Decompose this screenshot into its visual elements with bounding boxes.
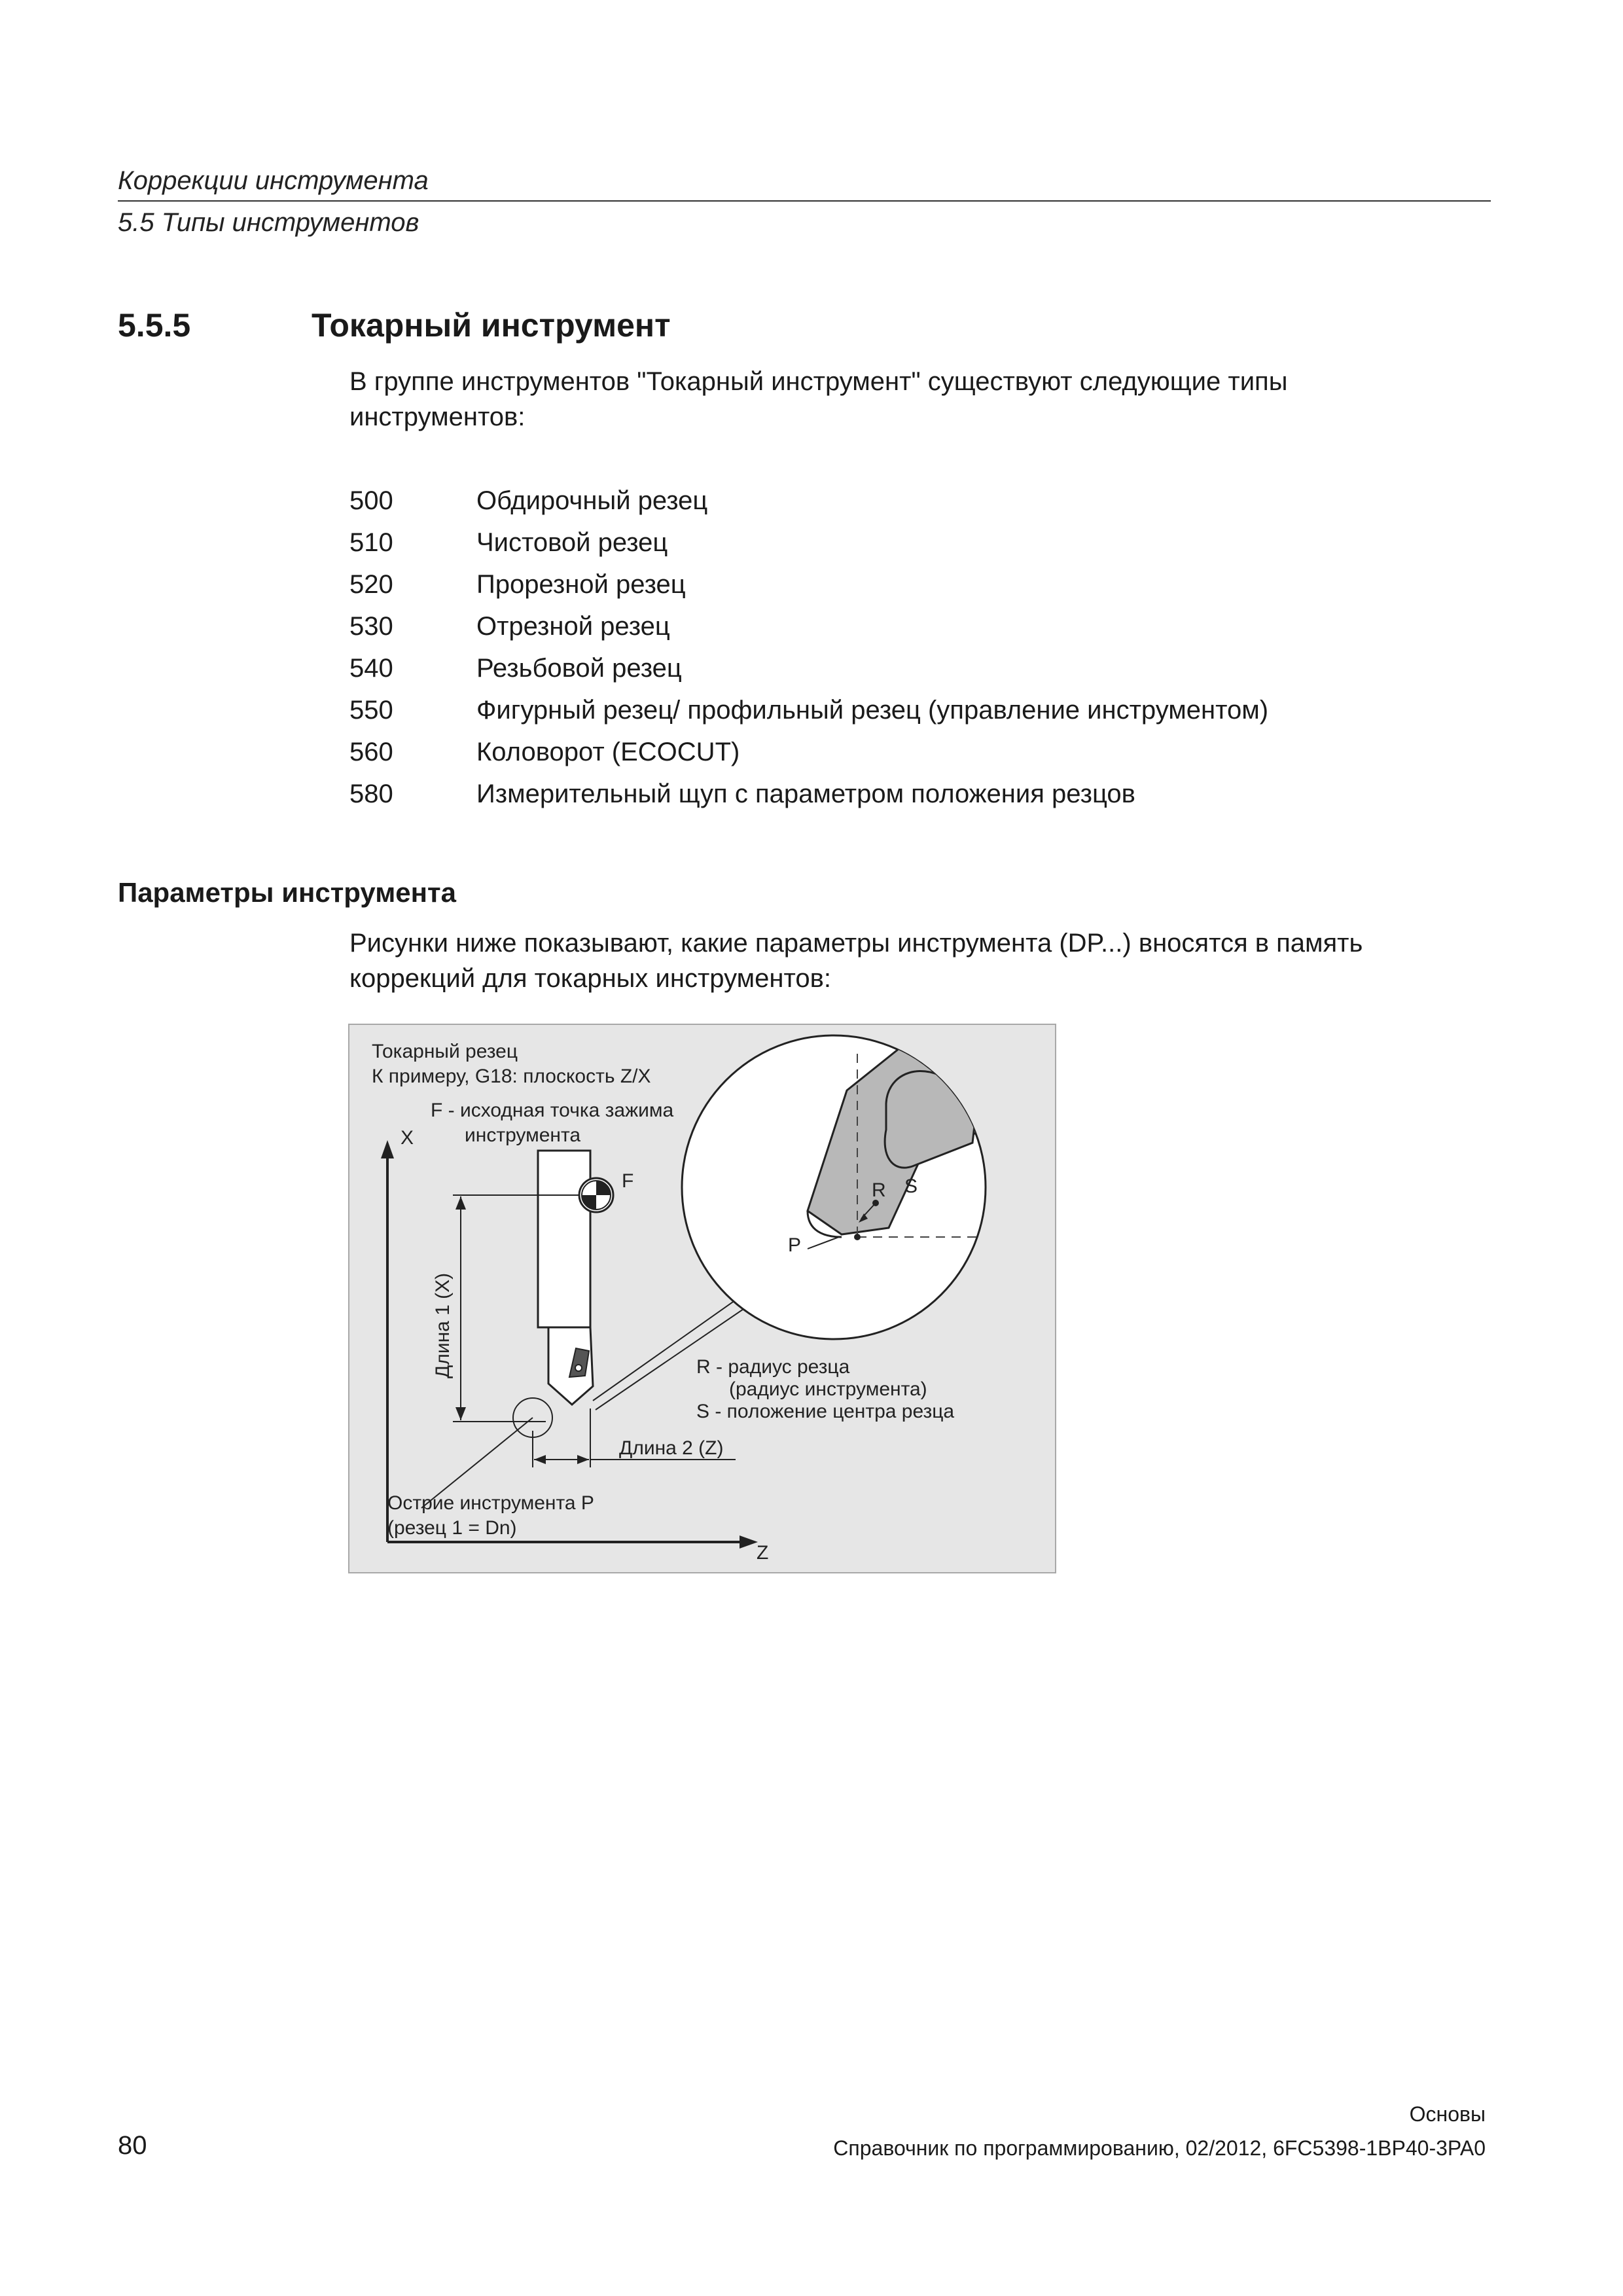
header-rule (118, 200, 1491, 202)
length2-arrow-left (534, 1455, 546, 1464)
length1-arrow-top (455, 1196, 466, 1210)
label-f: F (622, 1170, 634, 1192)
footer-reference: Справочник по программированию, 02/2012, 6FC5398-1BP40-3PA0 (833, 2136, 1486, 2160)
turning-tool-figure (348, 1024, 1056, 1573)
params-paragraph: Рисунки ниже показывают, какие параметры инструмента (DP...) вносятся в память коррекций для токарных инструментов: (349, 929, 1363, 993)
list-item (349, 776, 1462, 818)
tool-type-name: Обдирочный резец (476, 486, 708, 515)
tool-type-code: 580 (349, 780, 393, 808)
length2-label: Длина 2 (Z) (619, 1437, 724, 1459)
list-item (349, 609, 1462, 651)
figure-plane: К примеру, G18: плоскость Z/X (372, 1066, 651, 1087)
s-desc: S - положение центра резца (696, 1401, 955, 1422)
tool-type-name: Отрезной резец (476, 612, 670, 641)
x-axis-arrow (381, 1140, 394, 1158)
figure-f-desc-2: инструмента (465, 1124, 581, 1146)
tool-type-name: Прорезной резец (476, 570, 686, 599)
running-header-section: 5.5 Типы инструментов (118, 208, 419, 237)
label-p: P (788, 1234, 802, 1256)
params-heading: Параметры инструмента (118, 877, 456, 908)
section-number: 5.5.5 (118, 307, 191, 344)
tool-type-code: 500 (349, 486, 393, 515)
list-item (349, 525, 1462, 567)
section-title: Токарный инструмент (312, 307, 671, 344)
length1-label: Длина 1 (X) (432, 1272, 454, 1378)
tool-type-code: 560 (349, 738, 393, 766)
axis-z-label: Z (757, 1542, 769, 1564)
tool-type-name: Коловорот (ECOCUT) (476, 738, 740, 766)
tool-type-code: 540 (349, 654, 393, 683)
axis-x-label: X (401, 1127, 414, 1149)
list-item (349, 692, 1462, 734)
tool-type-code: 550 (349, 696, 393, 725)
tool-type-list (349, 483, 1462, 818)
label-r: R (872, 1179, 886, 1201)
tool-type-name: Измерительный щуп с параметром положения резцов (476, 780, 1135, 808)
label-s: S (904, 1175, 918, 1197)
insert-screw (575, 1365, 582, 1371)
length2-arrow-right (577, 1455, 589, 1464)
figure-title: Токарный резец (372, 1041, 518, 1062)
running-header-chapter: Коррекции инструмента (118, 166, 429, 195)
tool-type-name: Резьбовой резец (476, 654, 682, 683)
figure-f-desc-1: F - исходная точка зажима (431, 1100, 674, 1121)
r-desc-1: R - радиус резца (696, 1356, 850, 1378)
tool-type-code: 530 (349, 612, 393, 641)
tip-desc-1: Острие инструмента P (387, 1492, 594, 1514)
page-number: 80 (118, 2131, 147, 2160)
tool-type-code: 510 (349, 528, 393, 557)
turning-tool-diagram (349, 1025, 1056, 1573)
z-axis-arrow (740, 1535, 758, 1549)
tip-desc-2: (резец 1 = Dn) (387, 1517, 517, 1539)
tool-type-code: 520 (349, 570, 393, 599)
length1-arrow-bottom (455, 1407, 466, 1420)
r-desc-2: (радиус инструмента) (729, 1378, 927, 1400)
tool-type-name: Чистовой резец (476, 528, 668, 557)
point-p-marker (854, 1234, 861, 1240)
tool-holder (538, 1151, 590, 1327)
tool-type-name: Фигурный резец/ профильный резец (управление инструментом) (476, 696, 1269, 725)
footer-brand: Основы (1409, 2102, 1486, 2126)
list-item (349, 567, 1462, 609)
list-item (349, 734, 1462, 776)
intro-paragraph: В группе инструментов "Токарный инструмент" существуют следующие типы инструментов: (349, 367, 1288, 431)
list-item (349, 483, 1462, 525)
list-item (349, 651, 1462, 692)
